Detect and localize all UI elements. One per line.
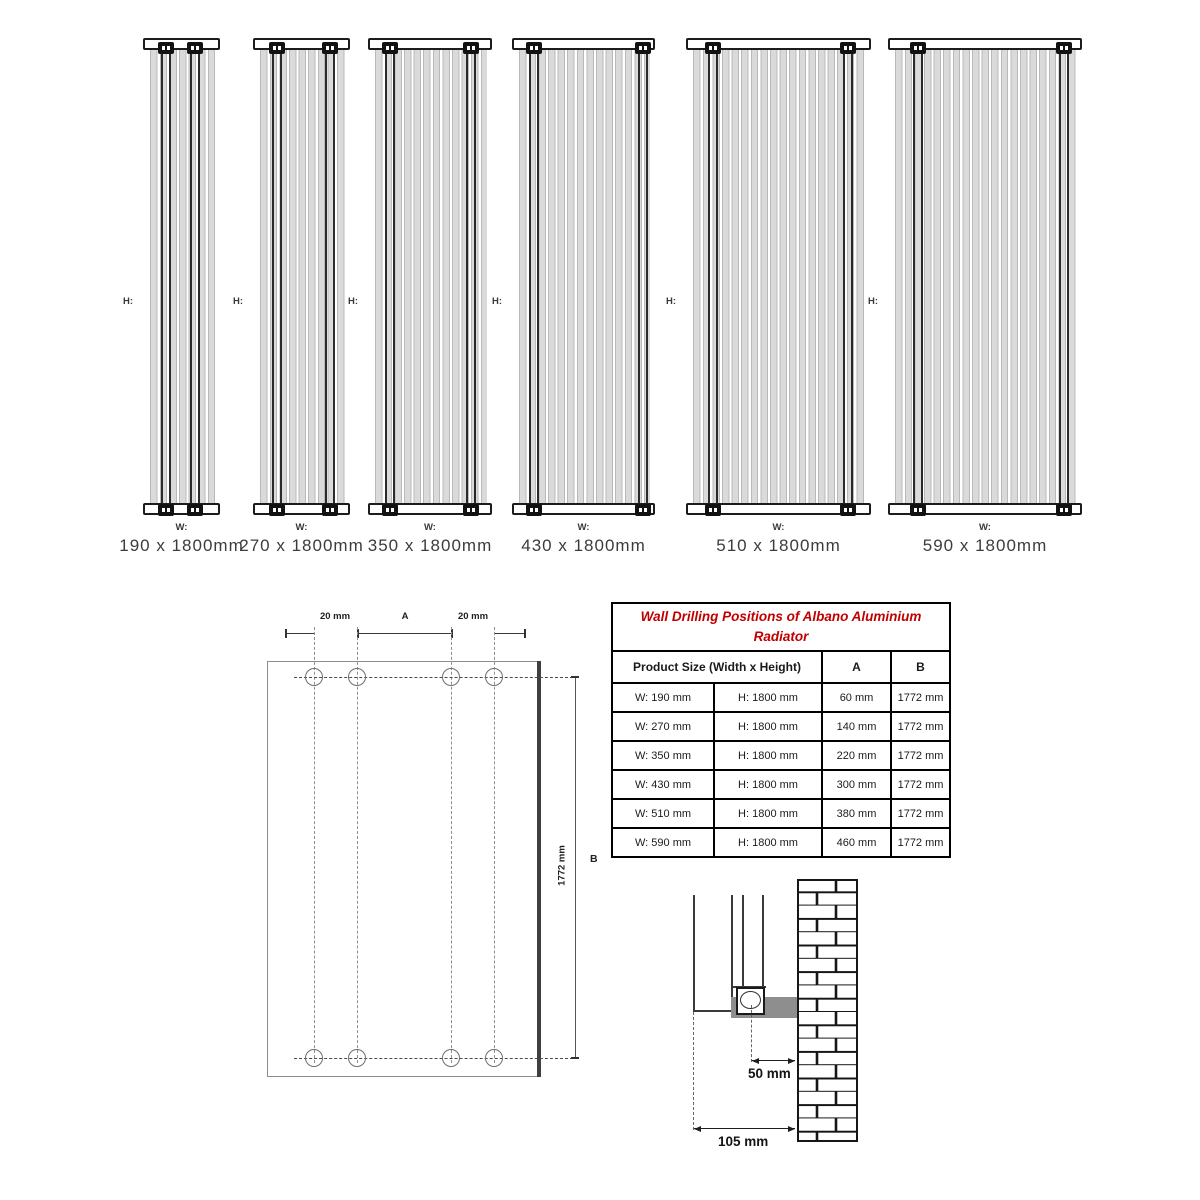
radiator-top-cap [143,38,220,50]
table-title: Wall Drilling Positions of Albano Aluminium Radiator [612,603,950,651]
dim-tick [571,1057,579,1059]
mounting-bracket-icon [382,42,398,54]
bracket-rail [325,50,335,503]
radiator-figure-270 [233,38,364,555]
bracket-rail [708,50,718,503]
radiator-bottom-cap [143,503,220,515]
dim-line-105mm [694,1128,795,1129]
table-cell-b: 1772 mm [891,799,950,828]
size-label: 590 x 1800mm [922,536,1048,555]
mounting-bracket-icon [269,504,285,516]
radiator-front-bottom-line [693,1010,733,1012]
width-label: W: [979,522,991,533]
radiator-fins [148,49,215,504]
bracket-rail [190,50,200,503]
table-row [612,741,950,770]
drill-hole [442,1049,460,1067]
table-cell-height: H: 1800 mm [714,683,822,712]
table-cell-b: 1772 mm [891,683,950,712]
height-label: H: [123,296,134,307]
table-cell-b: 1772 mm [891,712,950,741]
dim-label-20mm-left: 20 mm [319,611,351,622]
dim-line [285,633,315,634]
table-cell-a: 460 mm [822,828,891,857]
drill-hole [442,668,460,686]
height-label: H: [666,296,677,307]
mounting-bracket-icon [910,42,926,54]
table-cell-height: H: 1800 mm [714,770,822,799]
size-label: 270 x 1800mm [239,536,364,555]
radiator-fin-line [762,895,764,988]
mounting-bracket-icon [705,504,721,516]
mounting-bracket-icon [322,504,338,516]
mounting-bracket-icon [382,504,398,516]
table-cell-a: 220 mm [822,741,891,770]
hole-row-line-bottom [294,1058,578,1059]
table-cell-a: 380 mm [822,799,891,828]
table-cell-width: W: 270 mm [612,712,714,741]
dim-line-b [575,677,576,1058]
table-header-b: B [891,651,950,683]
mounting-bracket-icon [1056,504,1072,516]
width-label: W: [175,522,188,533]
table-row [612,770,950,799]
mounting-bracket-icon [1056,42,1072,54]
dim-line [495,633,525,634]
width-label: W: [424,522,436,533]
table-cell-a: 140 mm [822,712,891,741]
mounting-bracket-icon [269,42,285,54]
dim-label-105mm: 105 mm [718,1134,769,1149]
radiator-figure-510 [666,38,871,555]
bracket-rail [1059,50,1069,503]
table-header-a: A [822,651,891,683]
front-centerline [693,1012,694,1130]
table-row [612,683,950,712]
size-label: 350 x 1800mm [367,536,493,555]
table-cell-width: W: 350 mm [612,741,714,770]
drill-hole [348,1049,366,1067]
mounting-bracket-icon [635,42,651,54]
dim-tick [285,629,287,638]
table-row [612,799,950,828]
size-label: 430 x 1800mm [521,536,646,555]
wall-panel-rect [267,661,540,1077]
height-label: H: [233,296,244,307]
bracket-rail [272,50,282,503]
mounting-bracket-icon [635,504,651,516]
height-label: H: [868,296,879,307]
radiator-front-line [693,895,695,1012]
hole-row-line-top [294,677,578,678]
dim-arrow [694,1126,701,1132]
table-cell-b: 1772 mm [891,741,950,770]
bracket-rail [638,50,648,503]
dim-arrow [788,1058,795,1064]
dim-arrow [752,1058,759,1064]
table-cell-width: W: 190 mm [612,683,714,712]
size-label: 190 x 1800mm [119,536,244,555]
bracket-rail [466,50,476,503]
table-cell-b: 1772 mm [891,828,950,857]
dim-label-20mm-right: 20 mm [457,611,489,622]
height-label: H: [492,296,503,307]
mounting-bracket-icon [910,504,926,516]
radiator-figure-190 [119,38,244,555]
table-cell-a: 60 mm [822,683,891,712]
table-header-product-size: Product Size (Width x Height) [612,651,822,683]
table-row [612,712,950,741]
width-label: W: [295,522,308,533]
mounting-bracket-icon [840,42,856,54]
mounting-bracket-icon [463,42,479,54]
dim-tick [571,676,579,678]
dim-label-a: A [401,611,409,622]
dim-line-a [358,633,452,634]
radiator-figure-590 [868,38,1082,555]
mounting-bracket-icon [840,504,856,516]
bracket-rail [161,50,171,503]
bracket-rail [529,50,539,503]
pipe-centerline [751,1005,752,1062]
table-cell-height: H: 1800 mm [714,741,822,770]
dim-tick [524,629,526,638]
spec-table [611,602,951,858]
mounting-bracket-icon [158,504,174,516]
drill-hole [348,668,366,686]
mounting-bracket-icon [322,42,338,54]
radiator-figure-430 [492,38,655,555]
table-cell-width: W: 510 mm [612,799,714,828]
table-cell-height: H: 1800 mm [714,828,822,857]
table-cell-width: W: 430 mm [612,770,714,799]
mounting-bracket-icon [526,504,542,516]
radiator-figure-350 [348,38,493,555]
mounting-bracket-icon [187,504,203,516]
height-label: H: [348,296,359,307]
drill-hole [305,1049,323,1067]
bracket-rail [385,50,395,503]
radiator-fin-line [731,895,733,998]
width-label: W: [577,522,590,533]
size-label: 510 x 1800mm [716,536,841,555]
mounting-bracket-icon [187,42,203,54]
bracket-rail [913,50,923,503]
mounting-bracket-icon [158,42,174,54]
table-row [612,828,950,857]
drill-hole [485,668,503,686]
table-cell-a: 300 mm [822,770,891,799]
brick-wall [797,879,858,1142]
mounting-bracket-icon [705,42,721,54]
dim-label-b: B [590,853,598,865]
mounting-bracket-icon [526,42,542,54]
mounting-bracket-icon [463,504,479,516]
table-cell-width: W: 590 mm [612,828,714,857]
dim-label-1772mm: 1772 mm [556,845,568,886]
wall-panel-right-edge [537,661,541,1077]
table-cell-b: 1772 mm [891,770,950,799]
dim-label-50mm: 50 mm [748,1066,791,1081]
drill-hole [305,668,323,686]
width-label: W: [772,522,785,533]
drill-hole [485,1049,503,1067]
table-cell-height: H: 1800 mm [714,712,822,741]
radiator-fin-line [742,895,744,988]
dim-arrow [788,1126,795,1132]
bracket-rail [843,50,853,503]
table-cell-height: H: 1800 mm [714,799,822,828]
